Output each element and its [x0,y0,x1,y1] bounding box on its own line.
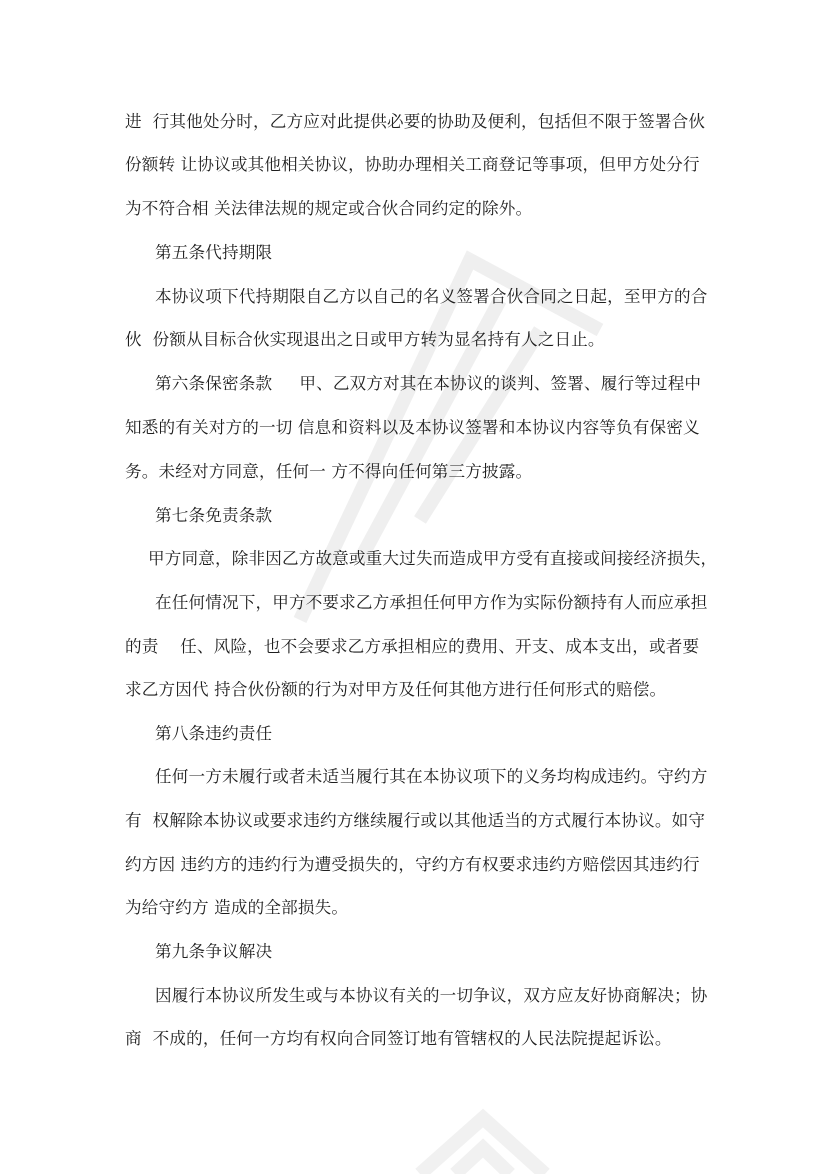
text-line: 约方因 违约方的违约行为遭受损失的，守约方有权要求违约方赔偿因其违约行 [125,855,700,874]
text-line: 为不符合相 关法律法规的规定或合伙合同约定的除外。 [125,199,533,218]
text-line: 商 不成的，任何一方均有权向合同签订地有管辖权的人民法院提起诉讼。 [125,1029,672,1048]
text-line: 为给守约方 造成的全部损失。 [125,898,349,917]
text-line: 在任何情况下，甲方不要求乙方承担任何甲方作为实际份额持有人而应承担 [155,593,708,612]
text-line: 份额转 让协议或其他相关协议，协助办理相关工商登记等事项，但甲方处分行 [125,155,700,174]
text-line: 任何一方未履行或者未适当履行其在本协议项下的义务均构成违约。守约方 [155,767,708,786]
text-line: 进 行其他处分时，乙方应对此提供必要的协助及便利，包括但不限于签署合伙 [125,112,706,131]
text-line: 第六条保密条款 甲、乙双方对其在本协议的谈判、签署、履行等过程中 [155,374,702,393]
text-line: 求乙方因代 持合伙份额的行为对甲方及任何其他方进行任何形式的赔偿。 [125,680,667,699]
text-line: 伙 份额从目标合伙实现退出之日或甲方转为显名持有人之日止。 [125,330,605,349]
text-line: 第五条代持期限 [155,243,273,262]
text-line: 本协议项下代持期限自乙方以自己的名义签署合伙合同之日起，至甲方的合 [155,287,708,306]
text-line: 第七条免责条款 [155,506,273,525]
text-line: 甲方同意，除非因乙方故意或重大过失而造成甲方受有直接或间接经济损失， [148,549,718,568]
text-line: 务。未经对方同意，任何一 方不得向任何第三方披露。 [125,462,533,481]
text-line: 的责 任、风险，也不会要求乙方承担相应的费用、开支、成本支出，或者要 [125,637,700,656]
text-line: 第八条违约责任 [155,724,273,743]
text-line: 知悉的有关对方的一切 信息和资料以及本协议签署和本协议内容等负有保密义 [125,418,700,437]
text-line: 有 权解除本协议或要求违约方继续履行或以其他适当的方式履行本协议。如守 [125,811,706,830]
text-line: 第九条争议解决 [155,942,273,961]
text-line: 因履行本协议所发生或与本协议有关的一切争议，双方应友好协商解决；协 [155,986,708,1005]
